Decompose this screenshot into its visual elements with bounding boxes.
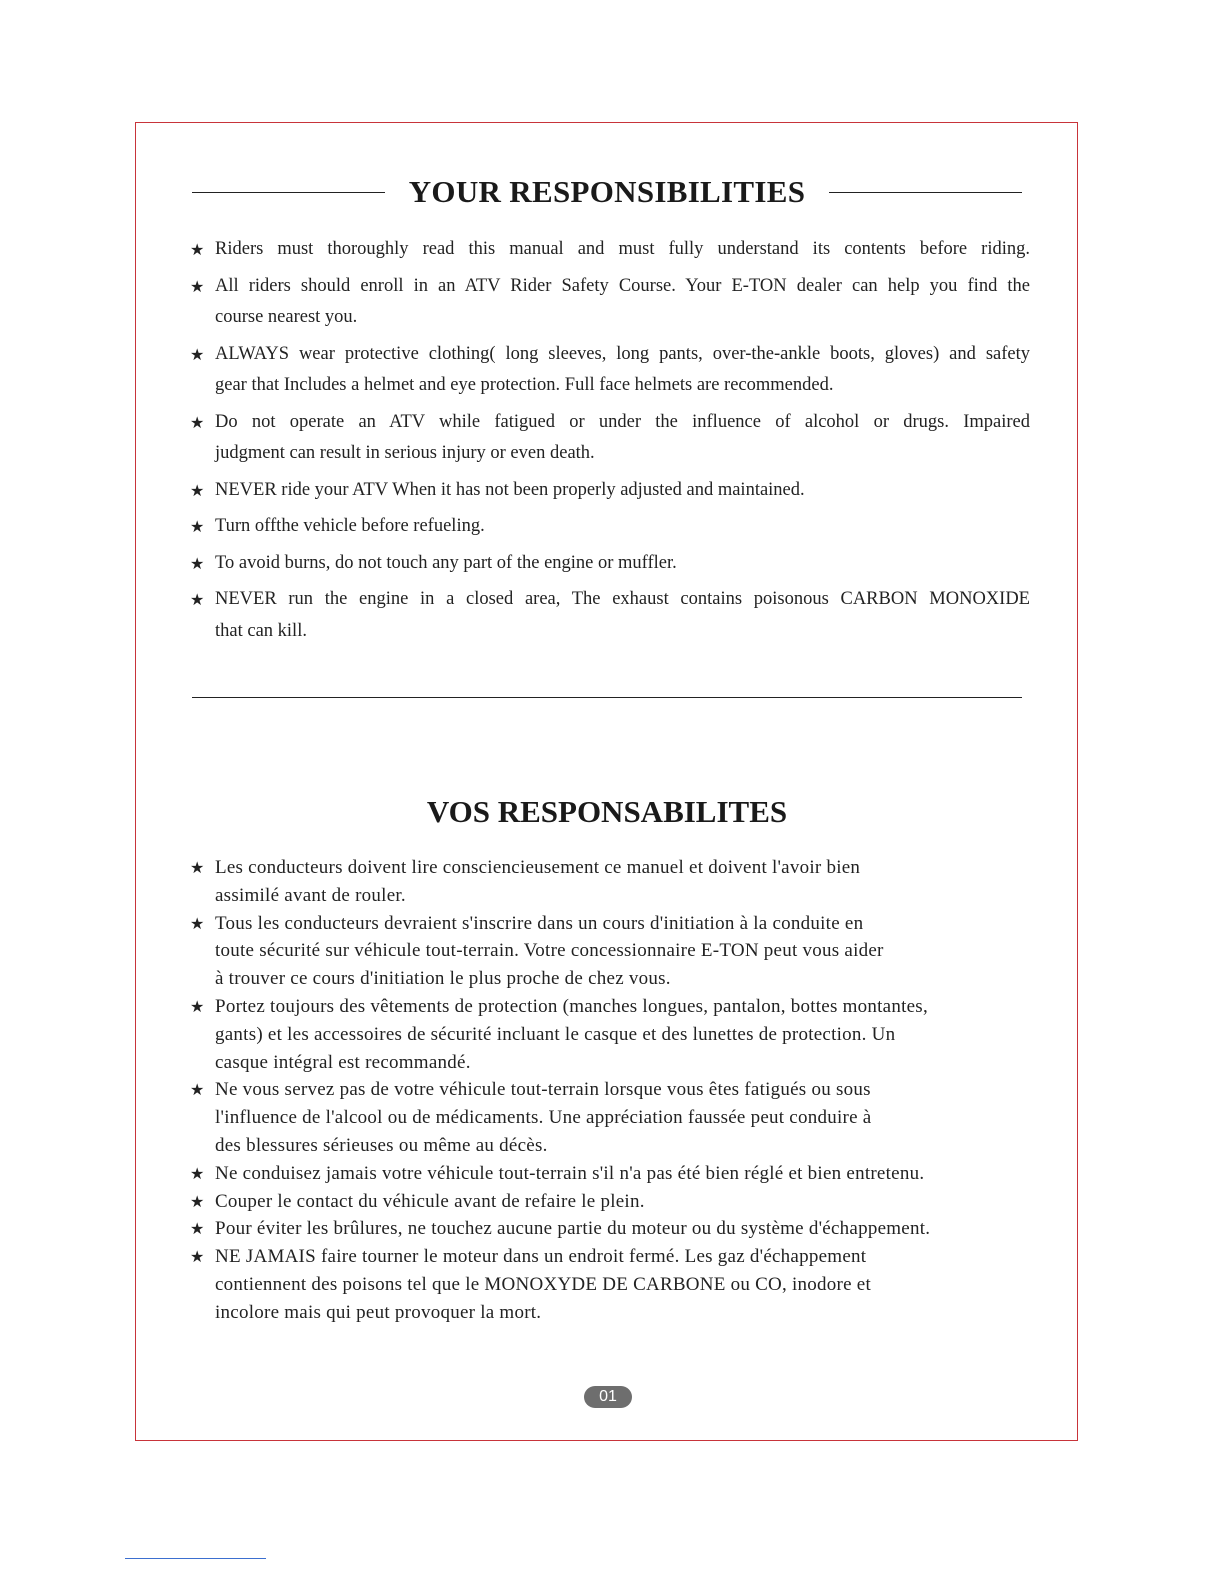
french-item-line: à trouver ce cours d'initiation le plus proche de chez vous.: [215, 968, 671, 990]
english-item-line: All riders should enroll in an ATV Rider Safety Course. Your E-TON dealer can help you find the: [215, 275, 1030, 296]
english-heading: YOUR RESPONSIBILITIES: [408, 174, 806, 209]
french-item-line: gants) et les accessoires de sécurité incluant le casque et des lunettes de protection. Un: [215, 1023, 896, 1045]
star-icon: ★: [190, 590, 205, 609]
star-icon: ★: [190, 553, 205, 573]
english-item-line: Do not operate an ATV while fatigued or under the influence of alcohol or drugs. Impaired: [215, 411, 1030, 432]
french-item-line: Portez toujours des vêtements de protection (manches longues, pantalon, bottes montantes,: [215, 995, 928, 1017]
french-item-line: assimilé avant de rouler.: [215, 884, 406, 906]
french-item-line: toute sécurité sur véhicule tout-terrain. Votre concessionnaire E-TON peut vous aider: [215, 940, 884, 962]
english-item-line: Turn offthe vehicle before refueling.: [215, 516, 485, 536]
french-list-item: [190, 1160, 1045, 1188]
french-item-line: Ne conduisez jamais votre véhicule tout-terrain s'il n'a pas été bien réglé et bien entretenu.: [215, 1162, 925, 1184]
english-item-line: course nearest you.: [215, 307, 358, 327]
french-list-item: [190, 1215, 1045, 1243]
french-list-item: [190, 993, 1045, 1076]
star-icon: ★: [190, 240, 205, 259]
english-item-line: judgment can result in serious injury or even death.: [215, 443, 595, 463]
english-list-item: [190, 584, 1030, 647]
star-icon: ★: [190, 480, 205, 500]
french-item-line: Pour éviter les brûlures, ne touchez aucune partie du moteur ou du système d'échappement.: [215, 1218, 931, 1240]
heading-rule-right: [829, 192, 1022, 193]
french-item-line: Tous les conducteurs devraient s'inscrire dans un cours d'initiation à la conduite en: [215, 912, 864, 934]
star-icon: ★: [190, 996, 205, 1016]
french-item-line: NE JAMAIS faire tourner le moteur dans un endroit fermé. Les gaz d'échappement: [215, 1246, 867, 1268]
french-list-item: [190, 1188, 1045, 1216]
star-icon: ★: [190, 344, 205, 364]
english-heading-row: [192, 174, 1022, 210]
english-item-line: Riders must thoroughly read this manual and must fully understand its contents before riding.: [215, 239, 1030, 259]
french-item-line: Ne vous servez pas de votre véhicule tout-terrain lorsque vous êtes fatigués ou sous: [215, 1079, 871, 1101]
star-icon: ★: [190, 1080, 205, 1100]
star-icon: ★: [190, 1163, 205, 1183]
english-list-item: [190, 271, 1030, 334]
english-list-item: [190, 511, 1030, 543]
star-icon: ★: [190, 1191, 205, 1211]
french-list-item: [190, 910, 1045, 993]
french-list-item: [190, 1076, 1045, 1159]
english-item-line: gear that Includes a helmet and eye protection. Full face helmets are recommended.: [215, 375, 834, 395]
french-item-line: l'influence de l'alcool ou de médicaments. Une appréciation faussée peut conduire à: [215, 1107, 872, 1129]
english-list-item: [190, 407, 1030, 470]
french-heading: VOS RESPONSABILITES: [426, 794, 788, 829]
star-icon: ★: [190, 517, 205, 536]
english-list-item: [190, 339, 1030, 402]
english-list-item: [190, 234, 1030, 266]
star-icon: ★: [190, 858, 205, 877]
heading-rule-left: [192, 192, 385, 193]
french-list-item: [190, 854, 1045, 910]
french-item-line: Les conducteurs doivent lire consciencieusement ce manuel et doivent l'avoir bien: [215, 857, 861, 878]
french-item-line: des blessures sérieuses ou même au décès.: [215, 1134, 548, 1156]
english-responsibilities-list: [190, 234, 1030, 647]
french-item-line: contiennent des poisons tel que le MONOXYDE DE CARBONE ou CO, inodore et: [215, 1273, 872, 1295]
french-responsibilities-list: [190, 854, 1030, 1327]
footer-link-underline[interactable]: [125, 1558, 266, 1559]
english-item-line: NEVER ride your ATV When it has not been properly adjusted and maintained.: [215, 479, 805, 500]
english-item-line: ALWAYS wear protective clothing( long sleeves, long pants, over-the-ankle boots, gloves) and safety: [215, 343, 1030, 364]
star-icon: ★: [190, 913, 205, 933]
english-item-line: that can kill.: [215, 620, 307, 641]
star-icon: ★: [190, 1247, 205, 1267]
star-icon: ★: [190, 276, 205, 296]
star-icon: ★: [190, 1219, 205, 1239]
section-divider: [192, 697, 1022, 698]
star-icon: ★: [190, 412, 205, 432]
french-item-line: incolore mais qui peut provoquer la mort.: [215, 1301, 542, 1323]
english-list-item: [190, 475, 1030, 507]
french-item-line: Couper le contact du véhicule avant de refaire le plein.: [215, 1190, 645, 1212]
page-number-badge: 01: [584, 1386, 632, 1408]
french-list-item: [190, 1243, 1045, 1326]
english-item-line: NEVER run the engine in a closed area, The exhaust contains poisonous CARBON MONOXIDE: [215, 589, 1030, 609]
english-list-item: [190, 548, 1030, 580]
english-item-line: To avoid burns, do not touch any part of the engine or muffler.: [215, 552, 677, 573]
french-item-line: casque intégral est recommandé.: [215, 1051, 471, 1073]
